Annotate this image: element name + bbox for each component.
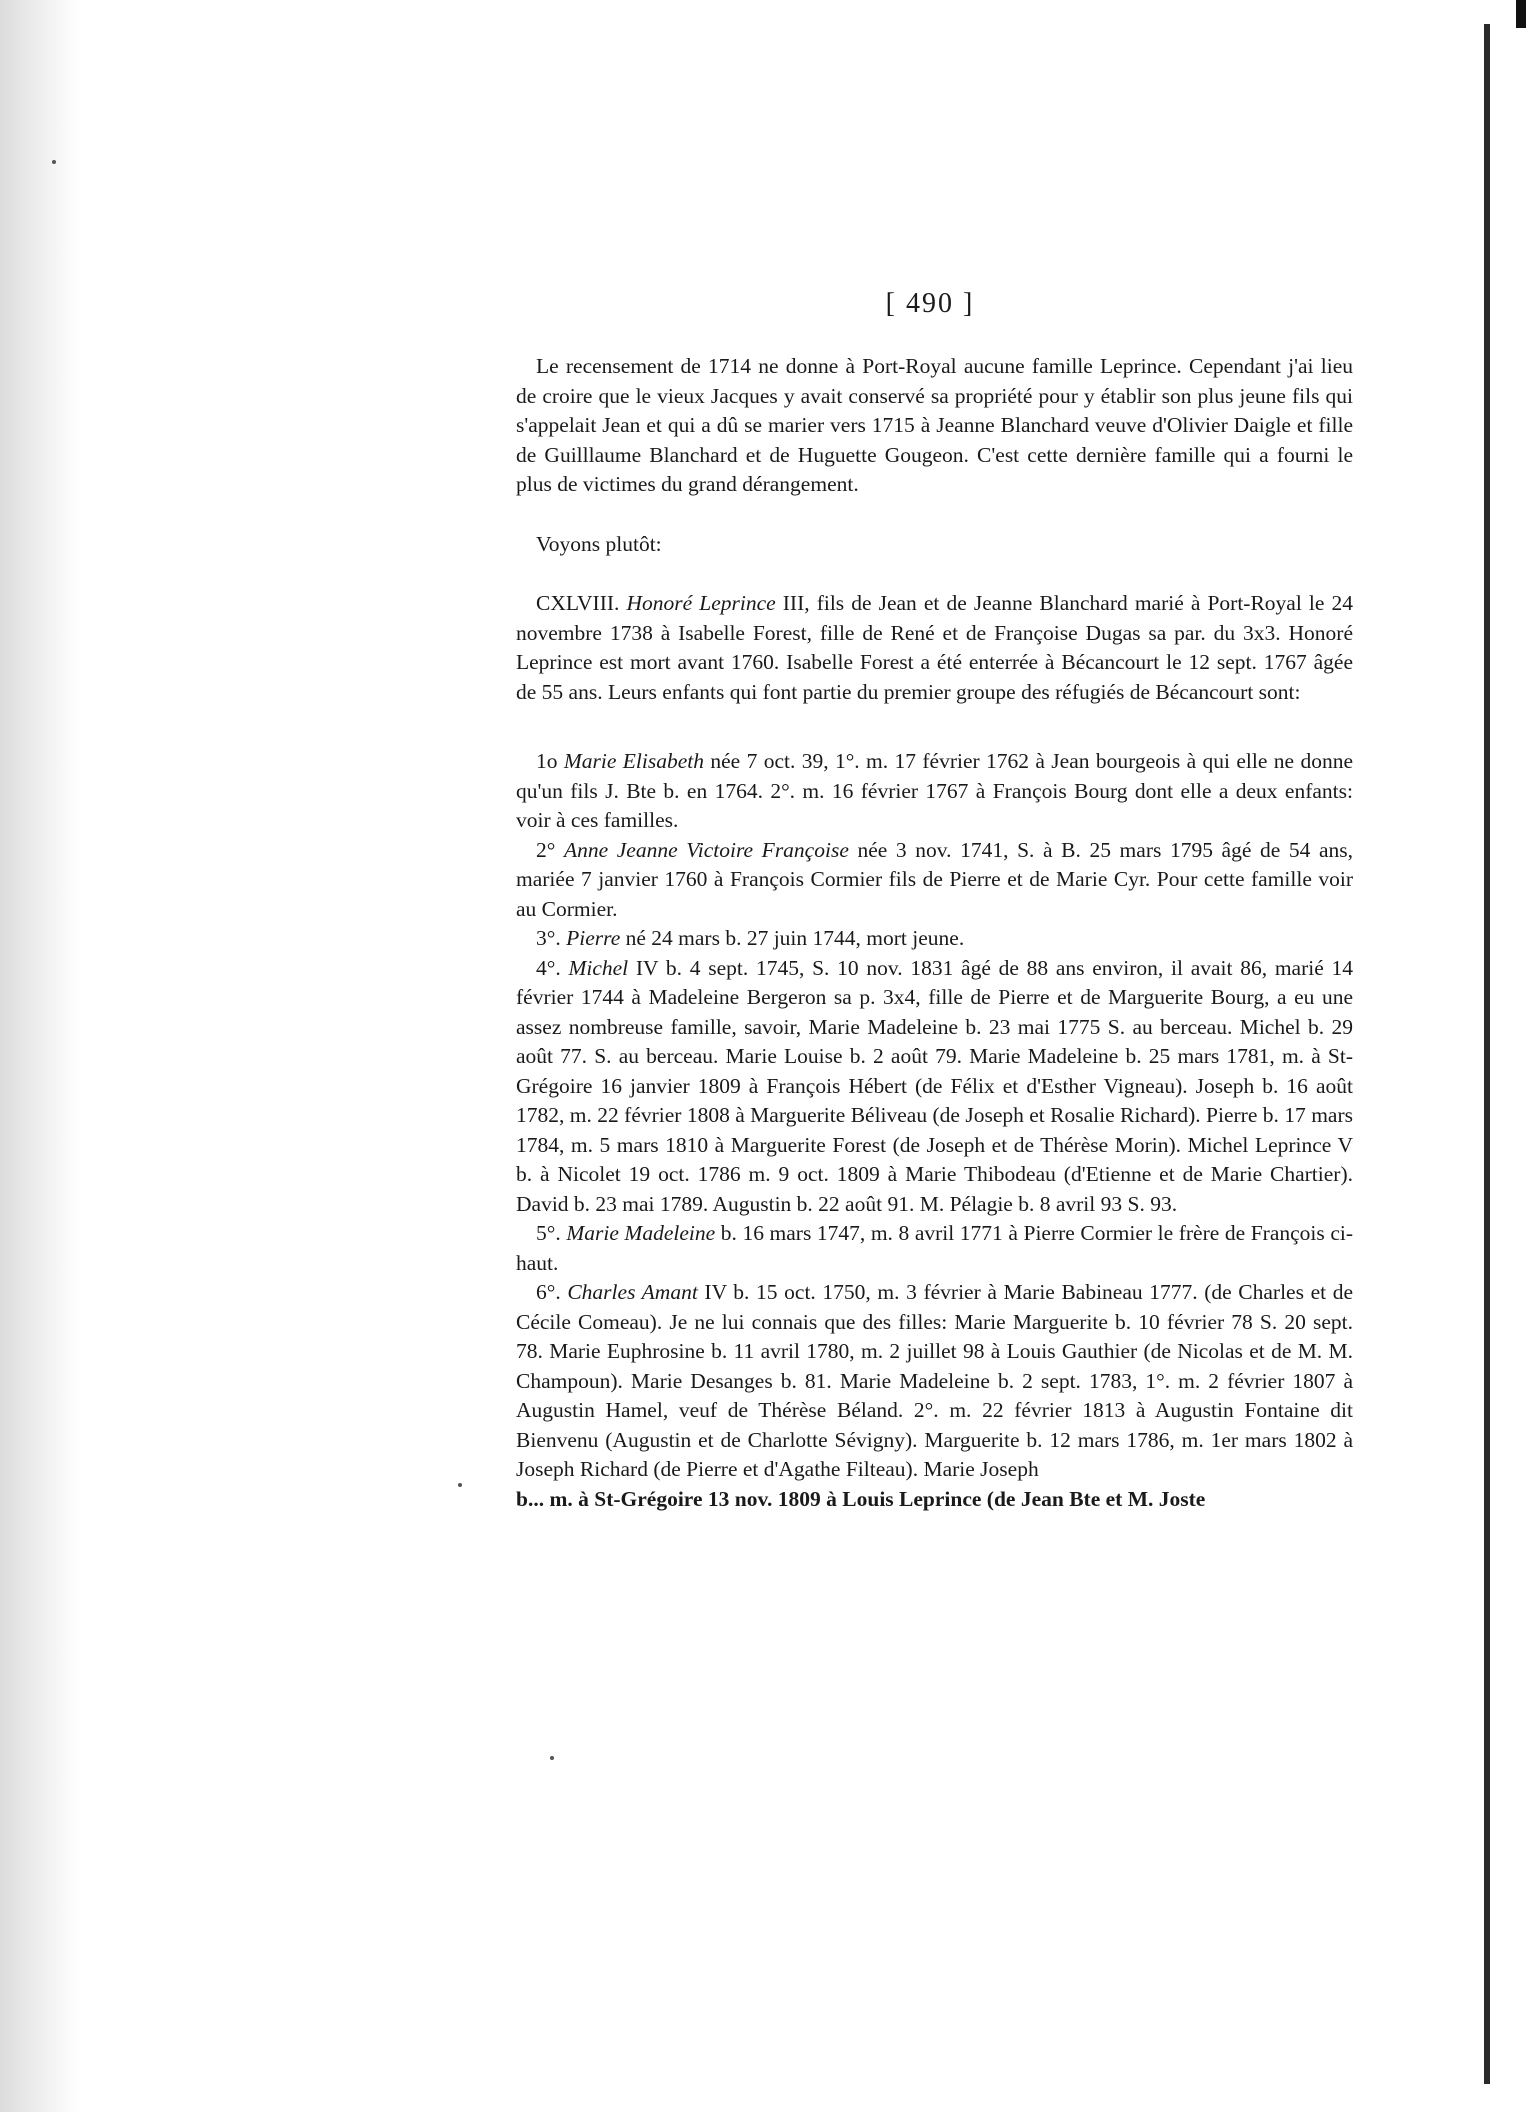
child-name: Marie Madeleine <box>566 1221 716 1245</box>
scan-speck <box>550 1756 554 1760</box>
child-entry <box>516 836 1353 925</box>
child-text: né 24 mars b. 27 juin 1744, mort jeune. <box>620 926 965 950</box>
entry-number: CXLVIII. <box>536 591 620 615</box>
scan-speck <box>52 160 56 164</box>
last-line: b... m. à St-Grégoire 13 nov. 1809 à Louis Leprince (de Jean Bte et M. Joste <box>516 1486 1206 1511</box>
child-entry <box>516 924 1353 954</box>
child-name: Charles Amant <box>567 1280 698 1304</box>
entry-name: Honoré Leprince <box>626 591 776 615</box>
child-text: née 3 nov. 1741, S. à B. 25 mars 1795 âgé de 54 ans, mariée 7 janvier 1760 à François Cormier fils de Pierre et de Marie Cyr. Pour cette famille voir au Cormier. <box>516 837 1354 921</box>
page-number: [ 490 ] <box>885 288 975 319</box>
corner-mark <box>1516 0 1526 28</box>
child-number: 4°. <box>536 955 561 980</box>
scan-speck <box>458 1483 462 1487</box>
child-name: Marie Elisabeth <box>563 749 704 773</box>
document-body <box>516 352 1353 1514</box>
child-text: IV b. 15 oct. 1750, m. 3 février à Marie Babineau 1777. (de Charles et de Cécile Comeau). Je ne lui connais que des filles: Marie Marguerite b. 10 février 78 S. 20 sept. 78. Marie Euphrosine b. 11 avril 1780, m. 2 juillet 98 à Louis Gauthier (de Nicolas et de M. M. Champoun). Marie Desanges b. 81. Marie Madeleine b. 2 sept. 1783, 1°. m. 2 février 1807 à Augustin Hamel, veuf de Thérèse Béland. 2°. m. 22 février 1813 à Augustin Fontaine dit Bienvenu (Augustin et de Charlotte Sévigny). Marguerite b. 12 mars 1786, m. 1er mars 1802 à Joseph Richard (de Pierre et d'Agathe Filteau). Marie Joseph <box>516 1280 1353 1481</box>
voyons-paragraph: Voyons plutôt: <box>536 531 662 556</box>
left-gutter <box>0 0 80 2112</box>
intro-paragraph: Le recensement de 1714 ne donne à Port-Royal aucune famille Leprince. Cependant j'ai lieu de croire que le vieux Jacques y avait conservé sa propriété pour y établir son plus jeune fils qui s'appelait Jean et qui a dû se marier vers 1715 à Jeanne Blanchard veuve d'Olivier Daigle et fille de Guilllaume Blanchard et de Huguette Gougeon. C'est cette dernière famille qui a fourni le plus de victimes du grand dérangement. <box>516 354 1353 496</box>
child-name: Pierre <box>566 926 621 950</box>
child-number: 2° <box>536 837 556 862</box>
right-page-edge <box>1484 24 1490 2084</box>
child-entry <box>516 1219 1353 1278</box>
child-entry <box>516 1278 1353 1485</box>
child-number: 6°. <box>536 1280 561 1304</box>
child-text: b. 16 mars 1747, m. 8 avril 1771 à Pierre Cormier le frère de François ci-haut. <box>516 1221 1353 1275</box>
entry-text: III, fils de Jean et de Jeanne Blanchard marié à Port-Royal le 24 novembre 1738 à Isabelle Forest, fille de René et de Françoise Dugas sa par. du 3x3. Honoré Leprince est mort avant 1760. Isabelle Forest a été enterrée à Bécancourt le 12 sept. 1767 âgée de 55 ans. Leurs enfants qui font partie du premier groupe des réfugiés de Bécancourt sont: <box>516 591 1353 704</box>
child-entry <box>516 747 1353 836</box>
child-number: 1o <box>536 749 558 773</box>
child-entry <box>516 954 1353 1220</box>
child-text: IV b. 4 sept. 1745, S. 10 nov. 1831 âgé de 88 ans environ, il avait 86, marié 14 février 1744 à Madeleine Bergeron sa p. 3x4, fille de Pierre et de Marguerite Bourg, a eu une assez nombreuse famille, savoir, Marie Madeleine b. 23 mai 1775 S. au berceau. Michel b. 29 août 77. S. au berceau. Marie Louise b. 2 août 79. Marie Madeleine b. 25 mars 1781, m. à St-Grégoire 16 janvier 1809 à François Hébert (de Félix et d'Esther Vigneau). Joseph b. 16 août 1782, m. 22 février 1808 à Marguerite Béliveau (de Joseph et Rosalie Richard). Pierre b. 17 mars 1784, m. 5 mars 1810 à Marguerite Forest (de Joseph et de Thérèse Morin). Michel Leprince V b. à Nicolet 19 oct. 1786 m. 9 oct. 1809 à Marie Thibodeau (d'Etienne et de Marie Chartier). David b. 23 mai 1789. Augustin b. 22 août 91. M. Pélagie b. 8 avril 93 S. 93. <box>516 955 1353 1216</box>
right-margin <box>1490 0 1536 2112</box>
child-number: 3°. <box>536 926 561 950</box>
child-name: Michel <box>568 955 629 980</box>
child-name: Anne Jeanne Victoire Françoise <box>563 837 849 862</box>
child-number: 5°. <box>536 1221 561 1245</box>
child-text: née 7 oct. 39, 1°. m. 17 février 1762 à Jean bourgeois à qui elle ne donne qu'un fils J. Bte b. en 1764. 2°. m. 16 février 1767 à François Bourg dont elle a deux enfants: voir à ces familles. <box>516 749 1353 832</box>
entry-paragraph <box>516 589 1353 707</box>
